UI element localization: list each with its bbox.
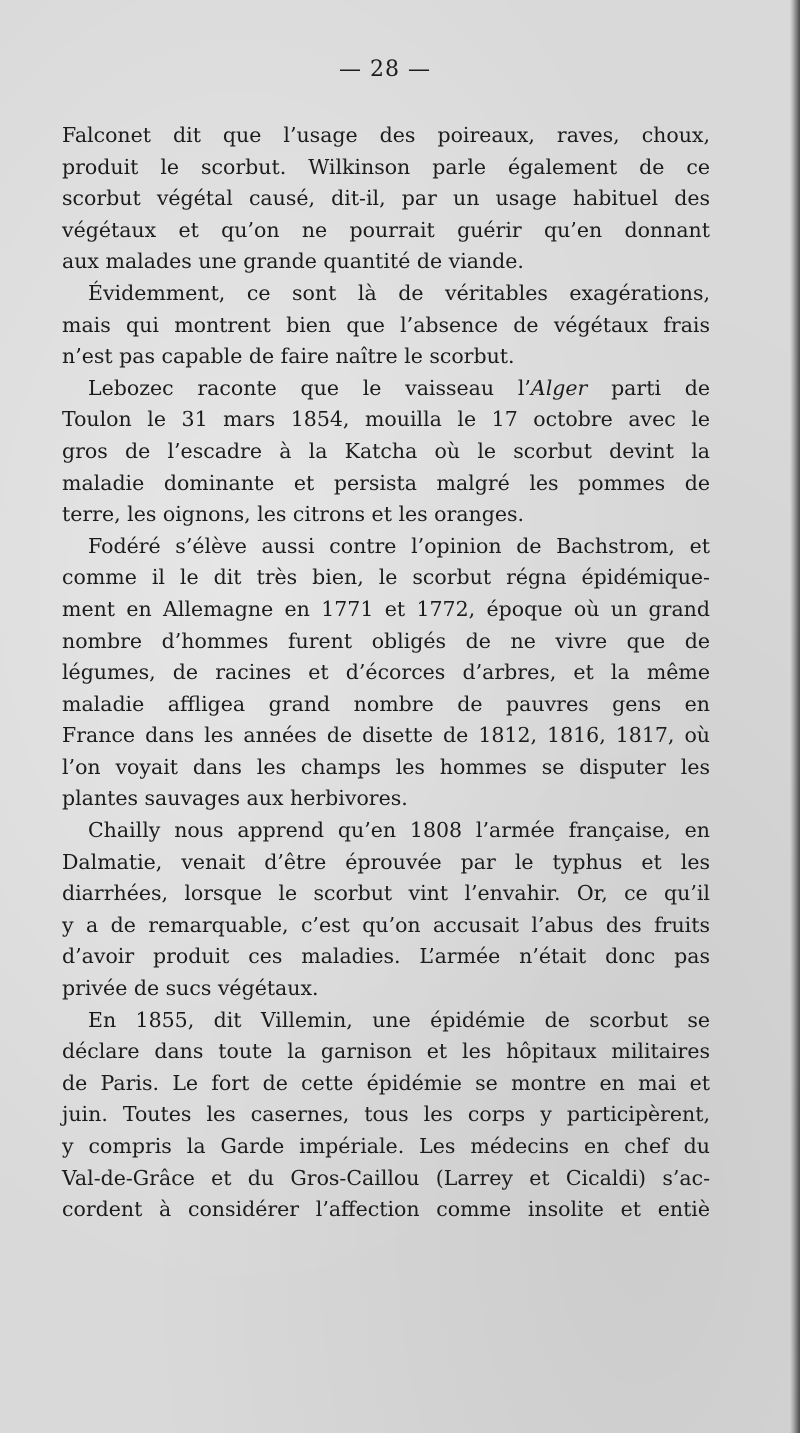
text-line: scorbut végétal causé, dit-il, par un usage habituel des bbox=[62, 186, 710, 211]
paragraph-4 bbox=[62, 531, 710, 815]
ship-name-italic: Alger bbox=[530, 375, 588, 400]
text-line: Évidemment, ce sont là de véritables exagérations, bbox=[88, 280, 710, 305]
text-line: ment en Allemagne en 1771 et 1772, époque où un grand bbox=[62, 596, 710, 621]
paragraph-5 bbox=[62, 815, 710, 1005]
text-line: Val-de-Grâce et du Gros-Caillou (Larrey et Cicaldi) s’ac- bbox=[62, 1165, 710, 1190]
text-line: végétaux et qu’on ne pourrait guérir qu’en donnant bbox=[62, 217, 710, 242]
text-line: nombre d’hommes furent obligés de ne vivre que de bbox=[62, 628, 710, 653]
text-line: Fodéré s’élève aussi contre l’opinion de Bachstrom, et bbox=[88, 533, 710, 558]
text-line: Dalmatie, venait d’être éprouvée par le typhus et les bbox=[62, 849, 710, 874]
text-line bbox=[62, 373, 710, 405]
text-line: maladie dominante et persista malgré les pommes de bbox=[62, 470, 710, 495]
text-line: déclare dans toute la garnison et les hôpitaux militaires bbox=[62, 1039, 710, 1064]
page-edge-shadow bbox=[790, 0, 800, 1433]
text-line: terre, les oignons, les citrons et les oranges. bbox=[62, 502, 525, 527]
text-line: Toulon le 31 mars 1854, mouilla le 17 octobre avec le bbox=[62, 407, 710, 432]
text-line: aux malades une grande quantité de viande. bbox=[62, 249, 524, 274]
paragraph-3 bbox=[62, 373, 710, 531]
text-line: mais qui montrent bien que l’absence de végétaux frais bbox=[62, 312, 710, 337]
text-line: plantes sauvages aux herbivores. bbox=[62, 786, 408, 811]
text-line: France dans les années de disette de 1812, 1816, 1817, où bbox=[62, 723, 710, 748]
text-line: diarrhées, lorsque le scorbut vint l’envahir. Or, ce qu’il bbox=[62, 881, 710, 906]
text-line: privée de sucs végétaux. bbox=[62, 976, 319, 1001]
text-line: y compris la Garde impériale. Les médecins en chef du bbox=[62, 1134, 710, 1158]
paragraph-2 bbox=[62, 278, 710, 373]
text-line: cordent à considérer l’affection comme insolite et entiè bbox=[62, 1197, 710, 1222]
body-text bbox=[62, 120, 710, 1226]
text-segment: parti de bbox=[587, 375, 710, 400]
text-line: juin. Toutes les casernes, tous les corps y participèrent, bbox=[62, 1102, 710, 1127]
text-line: maladie affligea grand nombre de pauvres gens en bbox=[62, 691, 710, 716]
paragraph-6 bbox=[62, 1005, 710, 1226]
text-line: En 1855, dit Villemin, une épidémie de scorbut se bbox=[88, 1007, 710, 1032]
paragraph-1 bbox=[62, 120, 710, 278]
text-segment: Lebozec raconte que le vaisseau l’ bbox=[88, 375, 531, 400]
text-line: gros de l’escadre à la Katcha où le scorbut devint la bbox=[62, 438, 710, 463]
text-line: n’est pas capable de faire naître le scorbut. bbox=[62, 344, 515, 369]
text-line: y a de remarquable, c’est qu’on accusait l’abus des fruits bbox=[62, 912, 710, 937]
page-number: — 28 — bbox=[339, 57, 431, 82]
text-line: d’avoir produit ces maladies. L’armée n’était donc pas bbox=[62, 944, 710, 969]
text-line: l’on voyait dans les champs les hommes se disputer les bbox=[62, 754, 710, 779]
text-line: produit le scorbut. Wilkinson parle également de ce bbox=[62, 154, 710, 179]
text-line: légumes, de racines et d’écorces d’arbres, et la même bbox=[62, 660, 710, 685]
text-line: comme il le dit très bien, le scorbut régna épidémique- bbox=[62, 565, 710, 590]
text-line: de Paris. Le fort de cette épidémie se montre en mai et bbox=[62, 1070, 710, 1095]
text-line: Chailly nous apprend qu’en 1808 l’armée française, en bbox=[88, 818, 710, 843]
text-line: Falconet dit que l’usage des poireaux, raves, choux, bbox=[62, 123, 710, 147]
